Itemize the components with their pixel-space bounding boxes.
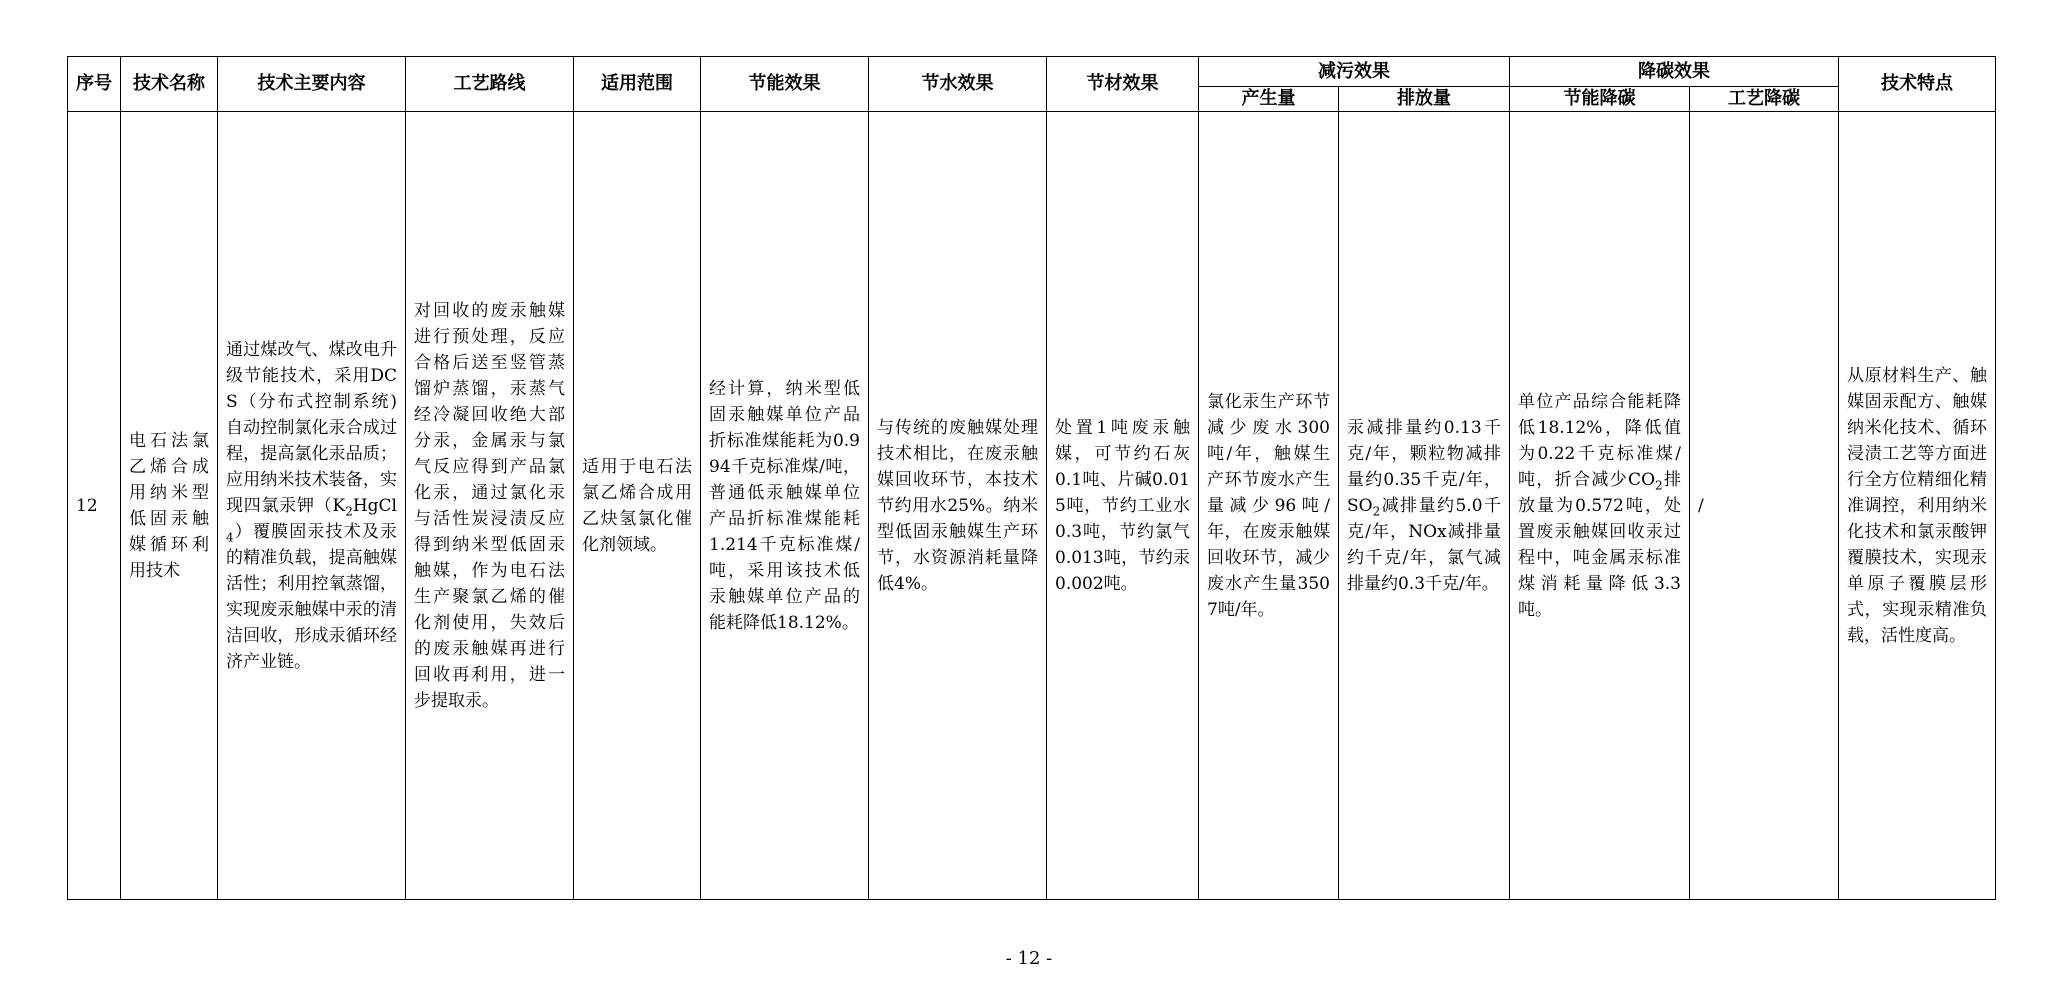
header-scope: 适用范围 [574,57,701,112]
header-material: 节材效果 [1047,57,1199,112]
page-number: - 12 - [1005,948,1053,969]
header-water: 节水效果 [869,57,1047,112]
cell-pollution-emit-part-a: 汞减排量约0.13千克/年，颗粒物减排量约0.35千克/年，SO [1347,417,1501,516]
cell-seq: 12 [68,112,121,900]
cell-carbon-energy-sub: 2 [1655,477,1663,492]
cell-carbon-energy-part-a: 单位产品综合能耗降低18.12%，降低值为0.22千克标准煤/吨，折合减少CO [1518,391,1681,490]
header-features: 技术特点 [1839,57,1996,112]
header-carbon-energy: 节能降碳 [1510,87,1690,112]
technology-table [67,56,1996,900]
header-carbon-process: 工艺降碳 [1690,87,1839,112]
cell-content [218,112,406,900]
cell-content-part-c: ）覆膜固汞技术及汞的精准负载，提高触媒活性；利用控氧蒸馏，实现废汞触媒中汞的清洁回收，形成汞循环经济产业链。 [226,521,397,672]
cell-content-part-b: HgCl [352,495,397,516]
cell-pollution-emit-part-b: 减排量约5.0千克/年，NOx减排量约千克/年，氯气减排量约0.3千克/年。 [1347,495,1501,594]
cell-water: 与传统的废触媒处理技术相比，在废汞触媒回收环节，本技术节约用水25%。纳米型低固汞触媒生产环节，水资源消耗量降低4%。 [869,112,1047,900]
cell-name: 电石法氯乙烯合成用纳米型低固汞触媒循环利用技术 [121,112,218,900]
cell-content-sub-1: 2 [345,503,353,518]
cell-pollution-emit [1339,112,1510,900]
cell-carbon-energy [1510,112,1690,900]
cell-content-sub-2: 4 [226,529,234,544]
table-row [68,112,1996,900]
cell-material: 处置1吨废汞触媒，可节约石灰0.1吨、片碱0.015吨，节约工业水0.3吨，节约氯气0.013吨，节约汞0.002吨。 [1047,112,1199,900]
cell-carbon-process: / [1690,112,1839,900]
header-pollution: 减污效果 [1199,57,1510,87]
cell-pollution-emit-sub: 2 [1372,503,1381,518]
cell-route: 对回收的废汞触媒进行预处理，反应合格后送至竖管蒸馏炉蒸馏，汞蒸气经冷凝回收绝大部分汞，金属汞与氯气反应得到产品氯化汞，通过氯化汞与活性炭浸渍反应得到纳米型低固汞触媒，作为电石法生产聚氯乙烯的催化剂使用，失效后的废汞触媒再进行回收再利用，进一步提取汞。 [406,112,574,900]
cell-scope: 适用于电石法氯乙烯合成用乙炔氢氯化催化剂领域。 [574,112,701,900]
header-pollution-emit: 排放量 [1339,87,1510,112]
cell-pollution-gen: 氯化汞生产环节减少废水300吨/年，触媒生产环节废水产生量减少96吨/年，在废汞触媒回收环节，减少废水产生量3507吨/年。 [1199,112,1339,900]
header-name: 技术名称 [121,57,218,112]
header-energy: 节能效果 [701,57,869,112]
header-content: 技术主要内容 [218,57,406,112]
cell-content-part-a: 通过煤改气、煤改电升级节能技术，采用DCS（分布式控制系统)自动控制氯化汞合成过程，提高氯化汞品质；应用纳米技术装备，实现四氯汞钾（K [226,339,397,516]
header-seq: 序号 [68,57,121,112]
cell-carbon-energy-part-b: 排放量为0.572吨，处置废汞触媒回收汞过程中，吨金属汞标准煤消耗量降低3.3吨。 [1518,469,1681,620]
header-route: 工艺路线 [406,57,574,112]
header-carbon: 降碳效果 [1510,57,1839,87]
cell-features: 从原材料生产、触媒固汞配方、触媒纳米化技术、循环浸渍工艺等方面进行全方位精细化精准调控，利用纳米化技术和氯汞酸钾覆膜技术，实现汞单原子覆膜层形式，实现汞精准负载，活性度高。 [1839,112,1996,900]
cell-energy: 经计算，纳米型低固汞触媒单位产品折标准煤能耗为0.994千克标准煤/吨，普通低汞触媒单位产品折标准煤能耗1.214千克标准煤/吨，采用该技术低汞触媒单位产品的能耗降低18.12%。 [701,112,869,900]
header-row-1 [68,57,1996,87]
header-pollution-gen: 产生量 [1199,87,1339,112]
